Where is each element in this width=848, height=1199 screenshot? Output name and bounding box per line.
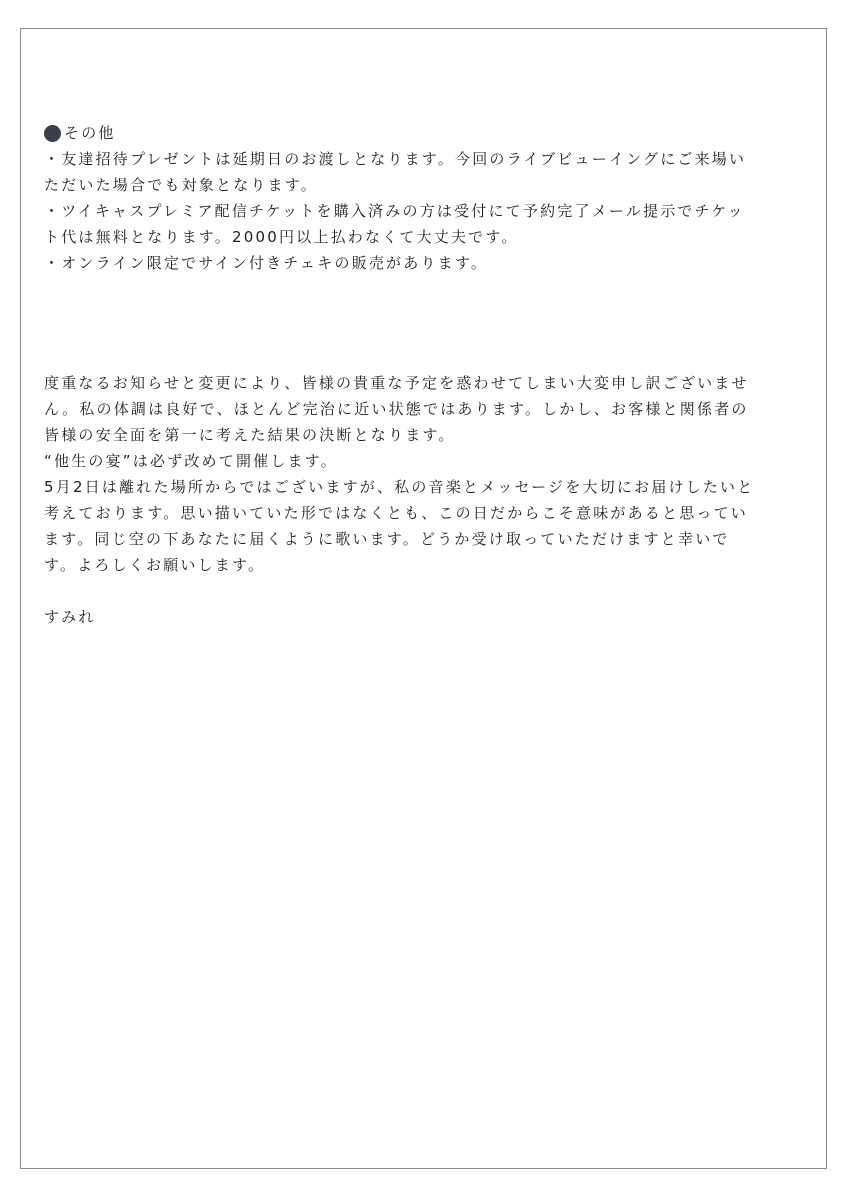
section-spacer [44, 276, 804, 370]
other-section-notes [44, 146, 804, 276]
note-line: ・ツイキャスプレミア配信チケットを購入済みの方は受付にて予約完了メール提示でチケッ [44, 202, 745, 220]
message-line: “他生の宴”は必ず改めて開催します。 [44, 452, 338, 470]
message-line: 皆様の安全面を第一に考えた結果の決断となります。 [44, 426, 456, 444]
message-line: す。よろしくお願いします。 [44, 556, 266, 574]
message-line: 考えております。思い描いていた形ではなくとも、この日だからこそ意味があると思ってい [44, 504, 749, 522]
message-line: ん。私の体調は良好で、ほとんど完治に近い状態ではあります。しかし、お客様と関係者の [44, 400, 749, 418]
note-line: ただいた場合でも対象となります。 [44, 176, 319, 194]
apology-message [44, 370, 804, 578]
message-line: ます。同じ空の下あなたに届くように歌います。どうか受け取っていただけますと幸いで [44, 530, 730, 548]
signature: すみれ [44, 608, 96, 626]
message-line: 度重なるお知らせと変更により、皆様の貴重な予定を惑わせてしまい大変申し訳ございませ [44, 374, 749, 392]
other-section-heading [44, 120, 804, 146]
note-line: ・オンライン限定でサイン付きチェキの販売があります。 [44, 254, 489, 272]
note-line: ・友達招待プレゼントは延期日のお渡しとなります。今回のライブビューイングにご来場い [44, 150, 747, 168]
note-line: ト代は無料となります。2000円以上払わなくて大丈夫です。 [44, 228, 519, 246]
message-line: 5月2日は離れた場所からではございますが、私の音楽とメッセージを大切にお届けしたいと [44, 478, 755, 496]
signature-spacer [44, 578, 804, 604]
filled-circle-icon [44, 125, 61, 142]
other-section-title: その他 [64, 124, 116, 142]
document-body [44, 120, 804, 630]
